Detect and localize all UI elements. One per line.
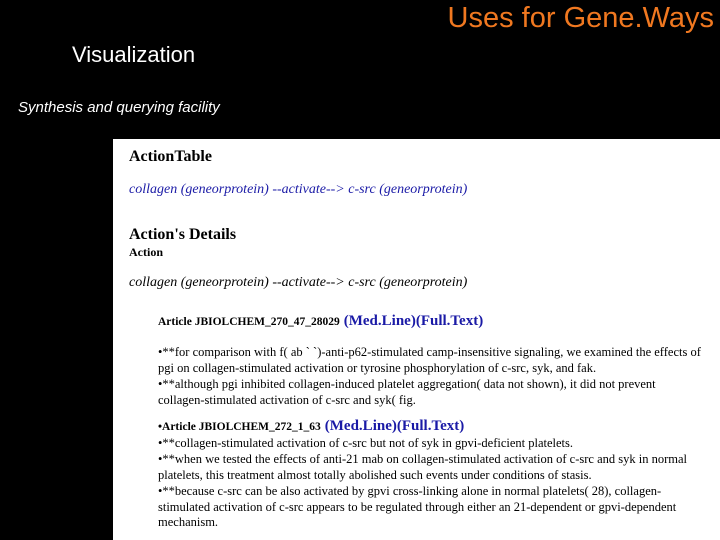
article-1-fulltext-link[interactable]: (Full.Text) [415,313,484,329]
evidence-2-1: •**when we tested the effects of anti-21 mab on collagen-stimulated activation of c-src and syk in normal platelets, this treatment almost totally abolished such events under conditions of stasis. [158,452,687,482]
slide-subtitle: Visualization [72,42,196,67]
action-text: collagen (geneorprotein) --activate--> c-src (geneorprotein) [129,275,468,290]
article-2-label: •Article JBIOLCHEM_272_1_63 [158,421,321,433]
details-heading: Action's Details [129,226,237,243]
article-1-header [158,312,483,330]
slide-title: Uses for Gene.Ways [447,2,714,34]
article-1-label: Article JBIOLCHEM_270_47_28029 [158,316,340,328]
evidence-2-0: •**collagen-stimulated activation of c-src but not of syk in gpvi-deficient platelets. [158,436,574,450]
article-1-medline-link[interactable]: (Med.Line) [343,313,416,329]
article-2-fulltext-link[interactable]: (Full.Text) [396,418,465,434]
evidence-1-1: •**although pgi inhibited collagen-induced platelet aggregation( data not shown), it did not prevent collagen-stimulated activation of c-src and syk( fig. [158,377,656,407]
screenshot-panel [113,139,720,540]
action-table-heading: ActionTable [129,148,212,165]
action-label: Action [129,245,163,259]
action-table-link[interactable]: collagen (geneorprotein) --activate--> c-src (geneorprotein) [129,182,468,197]
evidence-1-0: •**for comparison with f( ab ` `)-anti-p62-stimulated camp-insensitive signaling, we examined the effects of pgi on collagen-stimulated activation or tyrosine phosphorylation of c-src, syk, and fak. [158,345,701,375]
article-2-medline-link[interactable]: (Med.Line) [324,418,397,434]
evidence-2-2: •**because c-src can be also activated by gpvi cross-linking alone in normal platelets( 28), collagen-stimulated activation of c-src appears to be regulated through either an 21-dependent or gpvi-dependent mechanism. [158,484,677,529]
article-2-header [158,417,464,435]
slide-caption: Synthesis and querying facility [18,99,220,116]
